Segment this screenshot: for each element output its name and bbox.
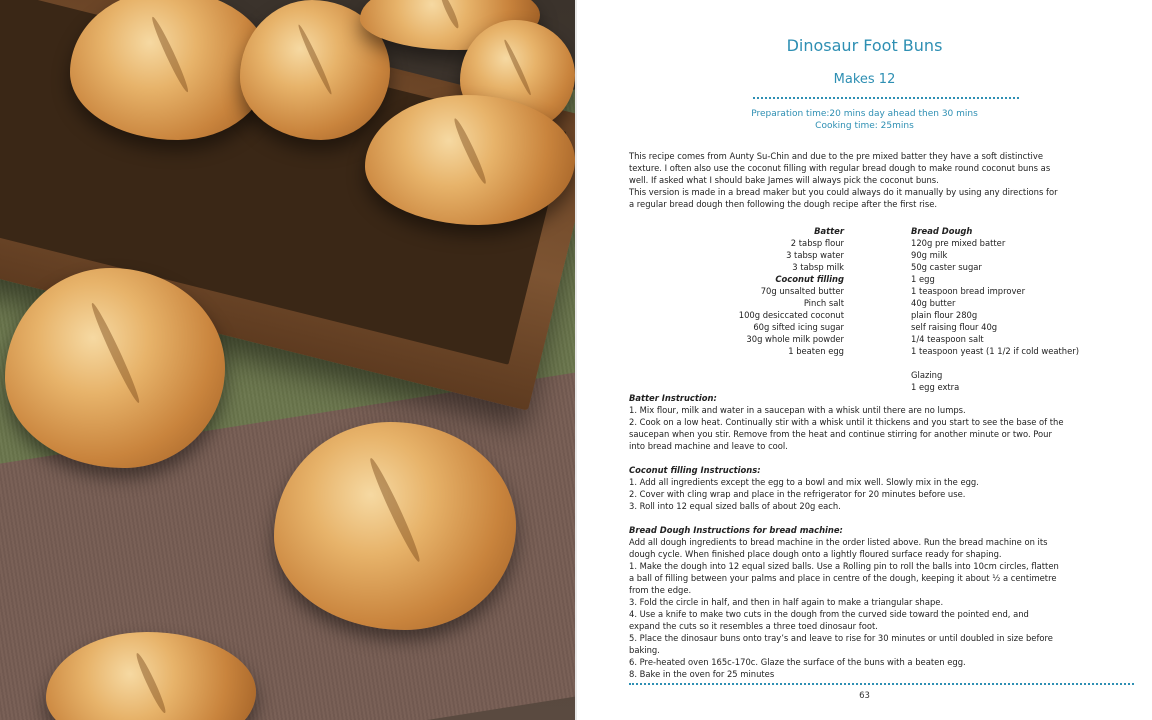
instruction-line: 2. Cook on a low heat. Continually stir with a whisk until it thickens and you start to see the base of the: [629, 417, 1064, 427]
section-heading: Bread Dough Instructions for bread machine:: [629, 525, 843, 535]
ingredient-item: 1 egg: [911, 274, 935, 284]
instruction-line: expand the cuts so it resembles a three toed dinosaur foot.: [629, 621, 878, 631]
instruction-line: 1. Make the dough into 12 equal sized balls. Use a Rolling pin to roll the balls into 10cm circles, flatten: [629, 561, 1059, 571]
batter-instructions: [629, 392, 1134, 452]
ingredient-subheading: Glazing: [911, 370, 943, 380]
instruction-line: 1. Add all ingredients except the egg to a bowl and mix well. Slowly mix in the egg.: [629, 477, 979, 487]
ingredient-item: 40g butter: [911, 298, 956, 308]
ingredient-item: 1 teaspoon yeast (1 1/2 if cold weather): [911, 346, 1079, 356]
bun-tray-5: [365, 95, 575, 225]
ingredient-heading: Batter: [814, 226, 844, 236]
ingredient-item: 30g whole milk powder: [746, 334, 844, 344]
instruction-line: dough cycle. When finished place dough onto a lightly floured surface ready for shaping.: [629, 549, 1002, 559]
ingredient-item: plain flour 280g: [911, 310, 978, 320]
ingredient-item: 50g caster sugar: [911, 262, 982, 272]
recipe-times: [577, 108, 1152, 132]
bun-left: [5, 268, 225, 468]
instruction-line: 1. Mix flour, milk and water in a saucepan with a whisk until there are no lumps.: [629, 405, 966, 415]
recipe-yield: Makes 12: [833, 72, 896, 87]
intro-line: This version is made in a bread maker but you could always do it manually by using any directions for: [629, 187, 1058, 197]
ingredient-item: Pinch salt: [803, 298, 844, 308]
instruction-line: 5. Place the dinosaur buns onto tray’s and leave to rise for 30 minutes or until doubled in size before: [629, 633, 1053, 643]
intro-line: texture. I often also use the coconut filling with regular bread dough to make round coconut buns as: [629, 163, 1051, 173]
dotted-divider-top: [753, 97, 1019, 99]
instruction-line: into bread machine and leave to cool.: [629, 441, 788, 451]
bun-center: [274, 422, 516, 630]
ingredient-spacer: [911, 357, 1141, 369]
ingredient-item: self raising flour 40g: [911, 322, 998, 332]
instruction-line: Add all dough ingredients to bread machine in the order listed above. Run the bread machine on its: [629, 537, 1048, 547]
ingredient-item: 1/4 teaspoon salt: [911, 334, 984, 344]
instruction-line: 3. Fold the circle in half, and then in half again to make a triangular shape.: [629, 597, 944, 607]
ingredients-left-column: [629, 225, 844, 357]
instruction-line: 3. Roll into 12 equal sized balls of about 20g each.: [629, 501, 841, 511]
ingredient-heading: Bread Dough: [911, 226, 973, 236]
ingredient-item: 90g milk: [911, 250, 948, 260]
instruction-line: baking.: [629, 645, 660, 655]
instruction-line: 4. Use a knife to make two cuts in the dough from the curved side toward the pointed end, and: [629, 609, 1029, 619]
cook-time: Cooking time: 25mins: [815, 121, 914, 131]
ingredient-heading: Coconut filling: [775, 274, 844, 284]
instruction-line: a ball of filling between your palms and place in centre of the dough, keeping it about ½ a centimetre: [629, 573, 1057, 583]
ingredients-right-column: [911, 225, 1141, 393]
instruction-line: 6. Pre-heated oven 165c-170c. Glaze the surface of the buns with a beaten egg.: [629, 657, 966, 667]
prep-time: Preparation time:20 mins day ahead then 30 mins: [751, 109, 978, 119]
instruction-line: saucepan when you stir. Remove from the heat and continue stirring for another minute or two. Pour: [629, 429, 1052, 439]
ingredient-item: 3 tabsp milk: [792, 262, 844, 272]
intro-line: This recipe comes from Aunty Su-Chin and due to the pre mixed batter they have a soft distinctive: [629, 151, 1043, 161]
section-heading: Batter Instruction:: [629, 393, 717, 403]
recipe-title: Dinosaur Foot Buns: [786, 36, 943, 55]
coconut-instructions: [629, 464, 1134, 512]
recipe-intro: [629, 150, 1129, 210]
dough-instructions: [629, 524, 1134, 680]
intro-line: well. If asked what I should bake James will always pick the coconut buns.: [629, 175, 939, 185]
page-number: 63: [859, 691, 870, 701]
ingredient-item: 2 tabsp flour: [790, 238, 844, 248]
ingredient-item: 3 tabsp water: [786, 250, 844, 260]
instruction-line: 8. Bake in the oven for 25 minutes: [629, 669, 775, 679]
instruction-line: from the edge.: [629, 585, 692, 595]
intro-line: a regular bread dough then following the dough recipe after the first rise.: [629, 199, 938, 209]
ingredient-item: 120g pre mixed batter: [911, 238, 1006, 248]
recipe-page: [577, 0, 1152, 720]
ingredient-item: 60g sifted icing sugar: [753, 322, 844, 332]
ingredient-item: 100g desiccated coconut: [738, 310, 844, 320]
ingredient-item: 1 egg extra: [911, 382, 960, 392]
ingredient-item: 70g unsalted butter: [760, 286, 844, 296]
recipe-photo: [0, 0, 575, 720]
dotted-divider-bottom: [629, 683, 1134, 685]
instruction-line: 2. Cover with cling wrap and place in the refrigerator for 20 minutes before use.: [629, 489, 966, 499]
ingredient-item: 1 teaspoon bread improver: [911, 286, 1026, 296]
section-heading: Coconut filling Instructions:: [629, 465, 761, 475]
ingredient-item: 1 beaten egg: [788, 346, 844, 356]
